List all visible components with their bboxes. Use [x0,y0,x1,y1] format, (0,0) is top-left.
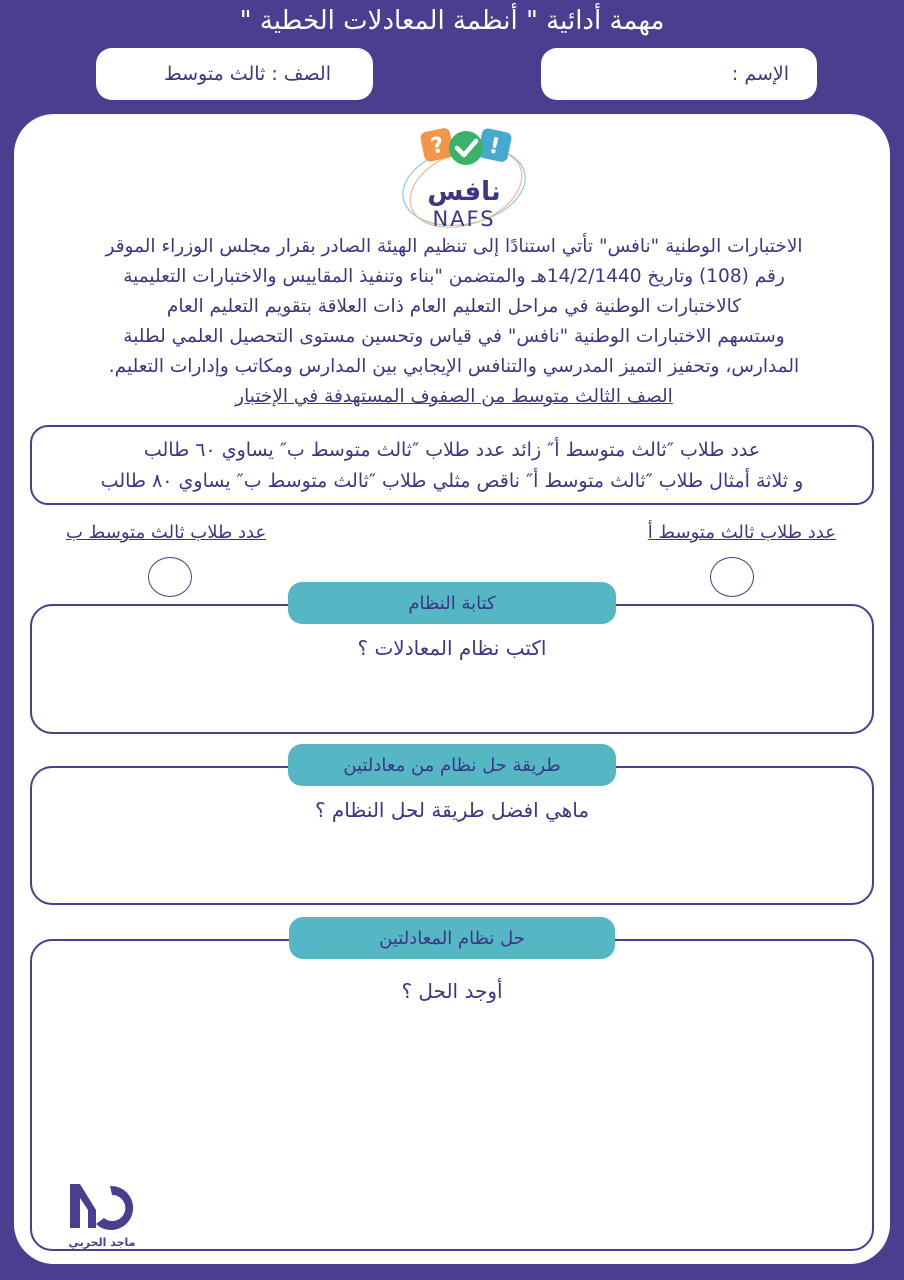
logo-c-shape [96,1186,133,1230]
name-label: الإسم : [731,63,789,85]
svg-text:?: ? [428,132,447,160]
check-icon [449,131,483,165]
intro-line: رقم (108) وتاريخ 14/2/1440هـ والمتضمن "بناء وتنفيذ المقاييس والاختبارات التعليمية [123,266,785,287]
logo-english: NAFS [432,207,496,231]
answer-b-input[interactable] [148,557,192,597]
section-prompt: ماهي افضل طريقة لحل النظام ؟ [314,798,590,822]
problem-line-2: و ثلاثة أمثال طلاب ″ثالث متوسط أ″ ناقص مثلي طلاب ″ثالث متوسط ب″ يساوي ٨٠ طالب [100,470,804,492]
intro-line: الاختبارات الوطنية "نافس" تأتي استنادًا إلى تنظيم الهيئة الصادر بقرار مجلس الوزراء الموقر [105,236,803,257]
intro-line: المدارس، وتحفيز التميز المدرسي والتنافس الإيجابي بين المدارس ومكاتب وإدارات التعليم. [108,356,800,377]
section-write-system[interactable] [30,592,874,734]
answer-a-input[interactable] [710,557,754,597]
grade-label: الصف : ثالث متوسط [164,63,331,85]
grade-field [96,48,373,100]
logo-author-name: ماجد الحربي [68,1236,136,1249]
author-logo [66,1180,138,1250]
problem-statement [30,425,874,505]
logo-arabic: نافس [427,177,501,207]
section-prompt: اكتب نظام المعادلات ؟ [357,636,547,660]
section-prompt: أوجد الحل ؟ [401,979,503,1003]
section-solve-method[interactable] [30,754,874,905]
intro-target-grade: الصف الثالث متوسط من الصفوف المستهدفة في الإختبار [235,386,673,407]
svg-text:!: ! [486,133,502,160]
answer-b-label: عدد طلاب ثالث متوسط ب [66,522,267,543]
nafs-logo [394,120,534,234]
intro-paragraph [54,232,854,412]
intro-line: كالاختبارات الوطنية في مراحل التعليم العام ذات العلاقة بتقويم التعليم العام [166,296,742,317]
name-field[interactable] [541,48,817,100]
logo-m-shape [70,1184,96,1228]
page-title: مهمة أدائية " أنظمة المعادلات الخطية " [239,6,665,36]
section-solve-system[interactable] [30,927,874,1251]
worksheet-card [14,114,890,1264]
intro-line: وستسهم الاختبارات الوطنية "نافس" في قياس وتحسين مستوى التحصيل العلمي لطلبة [123,326,785,347]
problem-line-1: عدد طلاب ″ثالث متوسط أ″ زائد عدد طلاب ″ثالث متوسط ب″ يساوي ٦٠ طالب [143,439,761,461]
section-tab: حل نظام المعادلتين [289,917,615,959]
answer-a-label: عدد طلاب ثالث متوسط أ [647,522,836,543]
section-tab: كتابة النظام [288,582,616,624]
section-tab: طريقة حل نظام من معادلتين [288,744,616,786]
